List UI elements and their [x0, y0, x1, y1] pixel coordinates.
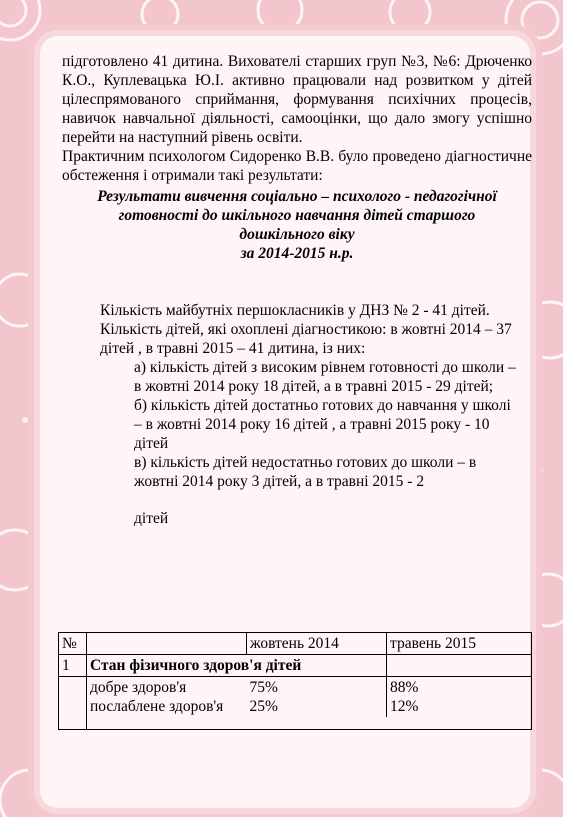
future-first-graders: Кількість майбутніх першокласників у ДНЗ № 2 - 41 дітей. — [100, 302, 490, 319]
heading-line-4: за 2014-2015 н.р. — [240, 245, 354, 262]
paragraph-1: підготовлено 41 дитина. Вихователі старших груп №3, №6: Дрюченко К.О., Куплевацька Ю.І. активно працювали над розвитком у дітей цілеспрямованого сприймання, формування психічних процесів, навичок навчальної діяльності, самооцінки, що дало змогу успішно перейти на наступний рівень освіти. — [62, 53, 532, 146]
health-table — [58, 632, 532, 730]
section-number: 1 — [59, 655, 87, 677]
table-bottom-cell — [87, 717, 532, 729]
header-empty — [87, 633, 247, 655]
paragraph-2: Практичним психологом Сидоренко В.В. було проведено діагностичне обстеження і отримали такі результати: — [62, 148, 532, 184]
heading-line-3: дошкільного віку — [239, 226, 355, 243]
row-label — [87, 677, 247, 718]
item-a: а) кількість дітей з високим рівнем готовності до школи – в жовтні 2014 року 18 дітей, а в травні 2015 - 29 дітей; — [134, 359, 516, 395]
table-row — [59, 677, 532, 718]
item-c-tail: дітей — [134, 510, 169, 527]
diagnosed-count: Кількість дітей, які охоплені діагностикою: в жовтні 2014 – 37 дітей , в травні 2015 – 41 дитина, із них: — [100, 321, 512, 357]
header-may: травень 2015 — [387, 633, 532, 655]
table-section-row — [59, 655, 532, 677]
row-label-good: добре здоров'я — [90, 679, 187, 696]
table-header-row — [59, 633, 532, 655]
header-october: жовтень 2014 — [247, 633, 387, 655]
item-c: в) кількість дітей недостатньо готових до школи – в жовтні 2014 року 3 дітей, а в травні 2015 - 2 — [134, 454, 477, 490]
heading-line-2: готовності до шкільного навчання дітей старшого — [118, 207, 476, 224]
may-values — [387, 677, 532, 718]
october-good: 75% — [249, 679, 278, 696]
table-bottom-row — [59, 717, 532, 729]
results-heading — [62, 187, 532, 263]
statistics-block — [100, 301, 520, 528]
october-values — [247, 677, 387, 718]
document-body — [62, 52, 532, 528]
section-title: Стан фізичного здоров'я дітей — [87, 655, 387, 677]
may-good: 88% — [390, 679, 419, 696]
october-weak: 25% — [249, 698, 278, 715]
heading-line-1: Результати вивчення соціально – психолого - педагогічної — [97, 188, 497, 205]
header-number: № — [59, 633, 87, 655]
section-empty-cell — [387, 655, 532, 677]
row-label-weak: послаблене здоров'я — [90, 698, 224, 715]
item-b: б) кількість дітей достатньо готових до навчання у школі – в жовтні 2014 року 16 дітей , а травні 2015 року - 10 дітей — [134, 397, 511, 452]
may-weak: 12% — [390, 698, 419, 715]
row-number-empty — [59, 677, 87, 730]
